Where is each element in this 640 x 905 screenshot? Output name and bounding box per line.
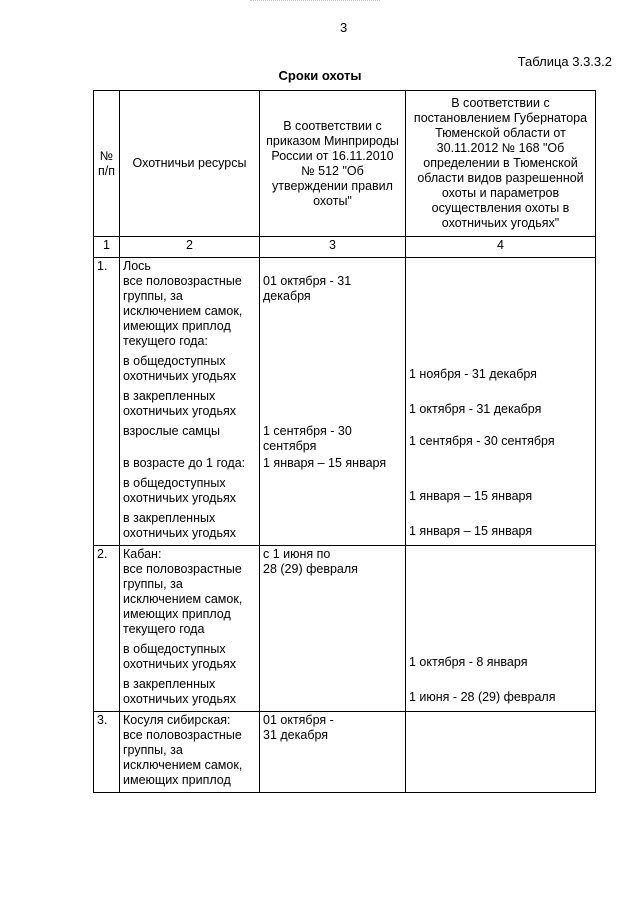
resolution-168-cell: 1 января – 15 января [406,510,596,546]
table-row [94,510,596,546]
header-resolution-168: В соответствии с постановлением Губернатора Тюменской области от 30.11.2012 № 168 "Об определении в Тюменской области видов разрешенной охоты и параметров осуществления охоты в охотничьих угодьях" [406,91,596,237]
table-header-row [94,91,596,237]
scan-artifact [250,0,380,9]
resolution-168-cell: 1 января – 15 января [406,475,596,510]
order-512-cell: 01 октября - 31 декабря [260,712,406,793]
resource-cell: Лось все половозрастные группы, за исключением самок, имеющих приплод текущего года: [120,258,260,354]
resource-cell: в закрепленных охотничьих угодьях [120,510,260,546]
page-title: Сроки охоты [278,68,362,83]
resolution-168-cell [406,712,596,793]
row-number: 3. [94,712,120,793]
row-number: 1. [94,258,120,546]
index-row [94,237,596,258]
order-512-cell [260,388,406,423]
order-512-cell: 01 октября - 31 декабря [260,258,406,354]
hunting-seasons-table [93,90,596,793]
header-number: № п/п [94,91,120,237]
resolution-168-cell: 1 ноября - 31 декабря [406,353,596,388]
resolution-168-cell [406,455,596,475]
resource-cell: Кабан: все половозрастные группы, за исключением самок, имеющих приплод текущего года [120,546,260,642]
table-row [94,546,596,642]
resolution-168-cell: 1 сентября - 30 сентября [406,423,596,455]
resolution-168-cell: 1 октября - 31 декабря [406,388,596,423]
resource-cell: в общедоступных охотничьих угодьях [120,475,260,510]
index-cell: 1 [94,237,120,258]
resource-cell: в общедоступных охотничьих угодьях [120,353,260,388]
table-row [94,475,596,510]
table-row [94,712,596,793]
order-512-cell: 1 сентября - 30 сентября [260,423,406,455]
order-512-cell [260,641,406,676]
table-row [94,258,596,354]
resolution-168-cell: 1 июня - 28 (29) февраля [406,676,596,712]
table-row [94,455,596,475]
table-body [94,258,596,793]
table-row [94,388,596,423]
order-512-cell [260,510,406,546]
table-row [94,423,596,455]
order-512-cell: 1 января – 15 января [260,455,406,475]
header-order-512: В соответствии с приказом Минприроды России от 16.11.2010 № 512 "Об утверждении правил охоты" [260,91,406,237]
order-512-cell [260,475,406,510]
table-id: Таблица 3.3.3.2 [517,54,612,69]
order-512-cell: с 1 июня по 28 (29) февраля [260,546,406,642]
header-resources: Охотничьи ресурсы [120,91,260,237]
index-cell: 2 [120,237,260,258]
resource-cell: в закрепленных охотничьих угодьях [120,676,260,712]
row-number: 2. [94,546,120,712]
resolution-168-cell [406,546,596,642]
resource-cell: в возрасте до 1 года: [120,455,260,475]
order-512-cell [260,676,406,712]
resolution-168-cell: 1 октября - 8 января [406,641,596,676]
resource-cell: взрослые самцы [120,423,260,455]
resource-cell: Косуля сибирская: все половозрастные группы, за исключением самок, имеющих приплод [120,712,260,793]
resource-cell: в общедоступных охотничьих угодьях [120,641,260,676]
resolution-168-cell [406,258,596,354]
table-row [94,676,596,712]
table-row [94,641,596,676]
table-row [94,353,596,388]
order-512-cell [260,353,406,388]
index-cell: 4 [406,237,596,258]
page-number: 3 [340,20,348,35]
index-cell: 3 [260,237,406,258]
resource-cell: в закрепленных охотничьих угодьях [120,388,260,423]
